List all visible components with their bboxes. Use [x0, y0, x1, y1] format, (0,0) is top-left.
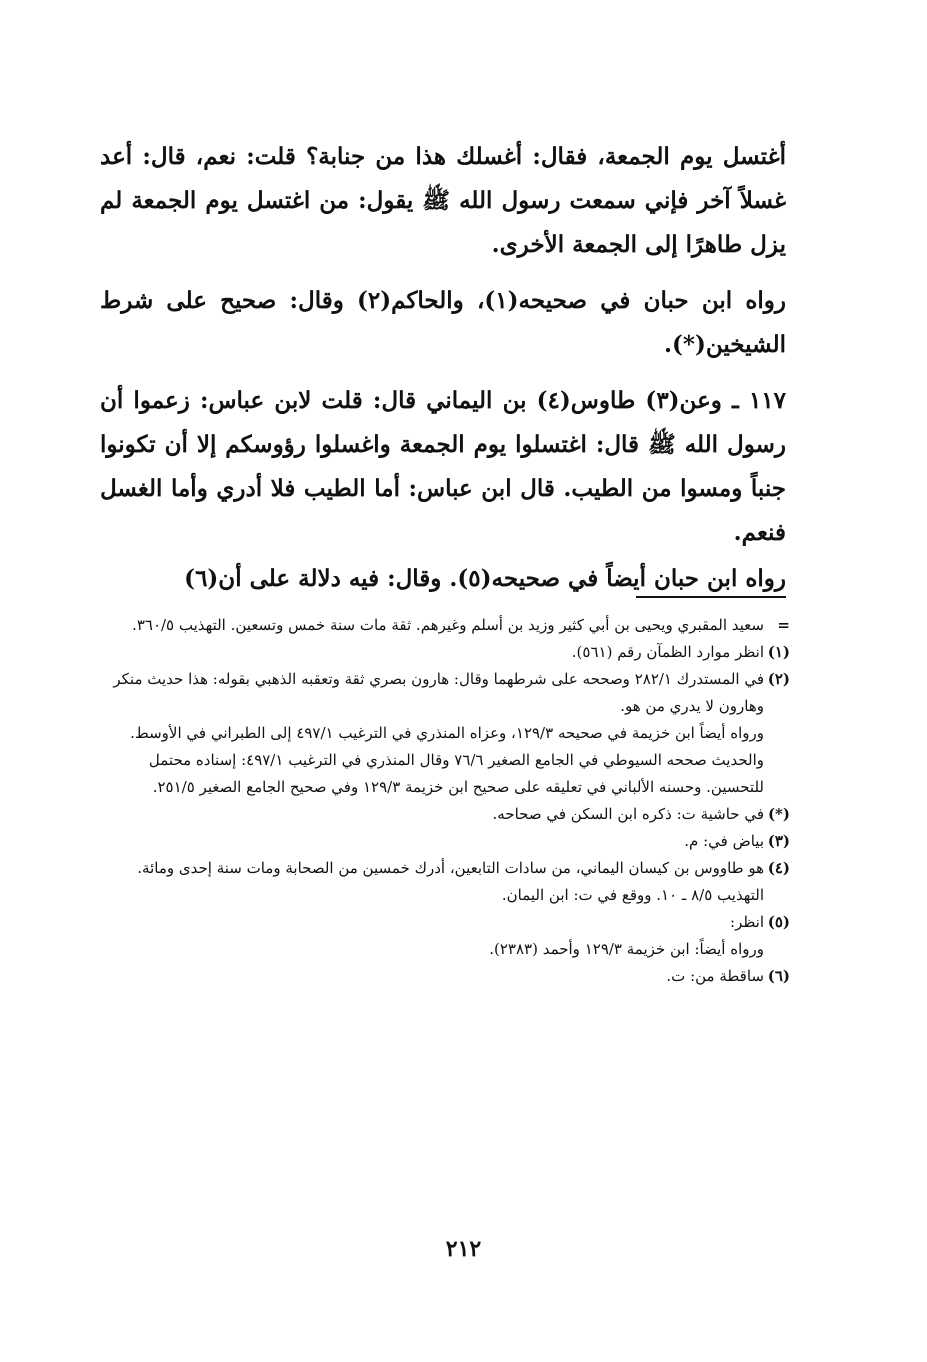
footnote-text: ساقطة من: ت. — [666, 967, 764, 985]
footnote-text: سعيد المقبري ويحيى بن أبي كثير وزيد بن أسلم وغيرهم. ثقة مات سنة خمس وتسعين. التهذيب ٣٦٠/٥. — [132, 616, 764, 634]
footnote-5 — [100, 909, 790, 963]
footnote-mark: (٦) — [767, 967, 790, 985]
footnote-text: هو طاووس بن كيسان اليماني، من سادات التابعين، أدرك خمسين من الصحابة ومات سنة إحدى ومائة. التهذيب ٨/٥ ـ ١٠. ووقع في ت: ابن اليمان. — [137, 859, 764, 904]
footnote-mark: (٥) — [767, 913, 790, 931]
footnote-mark: (١) — [767, 643, 790, 661]
body-paragraph-1: أغتسل يوم الجمعة، فقال: أغسلك هذا من جنابة؟ قلت: نعم، قال: أعد غسلاً آخر فإني سمعت رسول الله ﷺ يقول: من اغتسل يوم الجمعة لم يزل طاهرًا إلى الجمعة الأخرى. — [100, 143, 786, 258]
footnote-text: في المستدرك ٢٨٢/١ وصححه على شرطهما وقال: هارون بصري ثقة وتعقبه الذهبي بقوله: هذا حديث منكر وهارون لا يدري من هو. — [113, 670, 764, 715]
page-number: ٢١٢ — [445, 1236, 482, 1262]
footnotes — [100, 612, 790, 990]
footnote-text: والحديث صححه السيوطي في الجامع الصغير ٧٦/٦ وقال المنذري في الترغيب ٤٩٧/١: إسناده محتمل للتحسين. وحسنه الألباني في تعليقه على صحيح ابن خزيمة ١٢٩/٣ وفي صحيح الجامع الصغير ٢٥١/٥. — [148, 751, 764, 796]
footnote-mark: = — [777, 616, 790, 634]
footnote-4 — [100, 855, 790, 909]
footnote-1 — [100, 639, 790, 666]
body-paragraph-4: رواه ابن حبان أيضاً في صحيحه(٥). وقال: فيه دلالة على أن(٦) — [184, 565, 786, 592]
footnote-mark: (٢) — [767, 670, 790, 688]
footnote-text: في حاشية ت: ذكره ابن السكن في صحاحه. — [492, 805, 764, 823]
body-paragraph-3: ١١٧ ـ وعن(٣) طاوس(٤) بن اليماني قال: قلت لابن عباس: زعموا أن رسول الله ﷺ قال: اغتسلوا يوم الجمعة واغسلوا رؤوسكم إلا أن تكونوا جنباً ومسوا من الطيب. قال ابن عباس: أما الطيب فلا أدري وأما الغسل فنعم. — [100, 387, 786, 546]
footnote-mark: (٤) — [767, 859, 790, 877]
footnote-mark: (٣) — [767, 832, 790, 850]
footnote-2 — [100, 666, 790, 801]
footnote-text: انظر: — [730, 913, 764, 931]
footnote-separator — [636, 596, 786, 598]
footnote-text: ورواه أيضاً ابن خزيمة في صحيحه ١٢٩/٣، وعزاه المنذري في الترغيب ٤٩٧/١ إلى الطبراني في الأوسط. — [130, 724, 764, 742]
footnote-text: انظر موارد الظمآن رقم (٥٦١). — [571, 643, 764, 661]
footnote-text: ورواه أيضاً: ابن خزيمة ١٢٩/٣ وأحمد (٢٣٨٣). — [489, 940, 764, 958]
body-paragraph-2: رواه ابن حبان في صحيحه(١)، والحاكم(٢) وقال: صحيح على شرط الشيخين(*). — [100, 287, 786, 358]
footnote-text: بياض في: م. — [684, 832, 764, 850]
footnote-star — [100, 801, 790, 828]
footnote-continued — [100, 612, 790, 639]
footnote-mark: (*) — [767, 805, 790, 823]
footnote-3 — [100, 828, 790, 855]
footnote-6 — [100, 963, 790, 990]
